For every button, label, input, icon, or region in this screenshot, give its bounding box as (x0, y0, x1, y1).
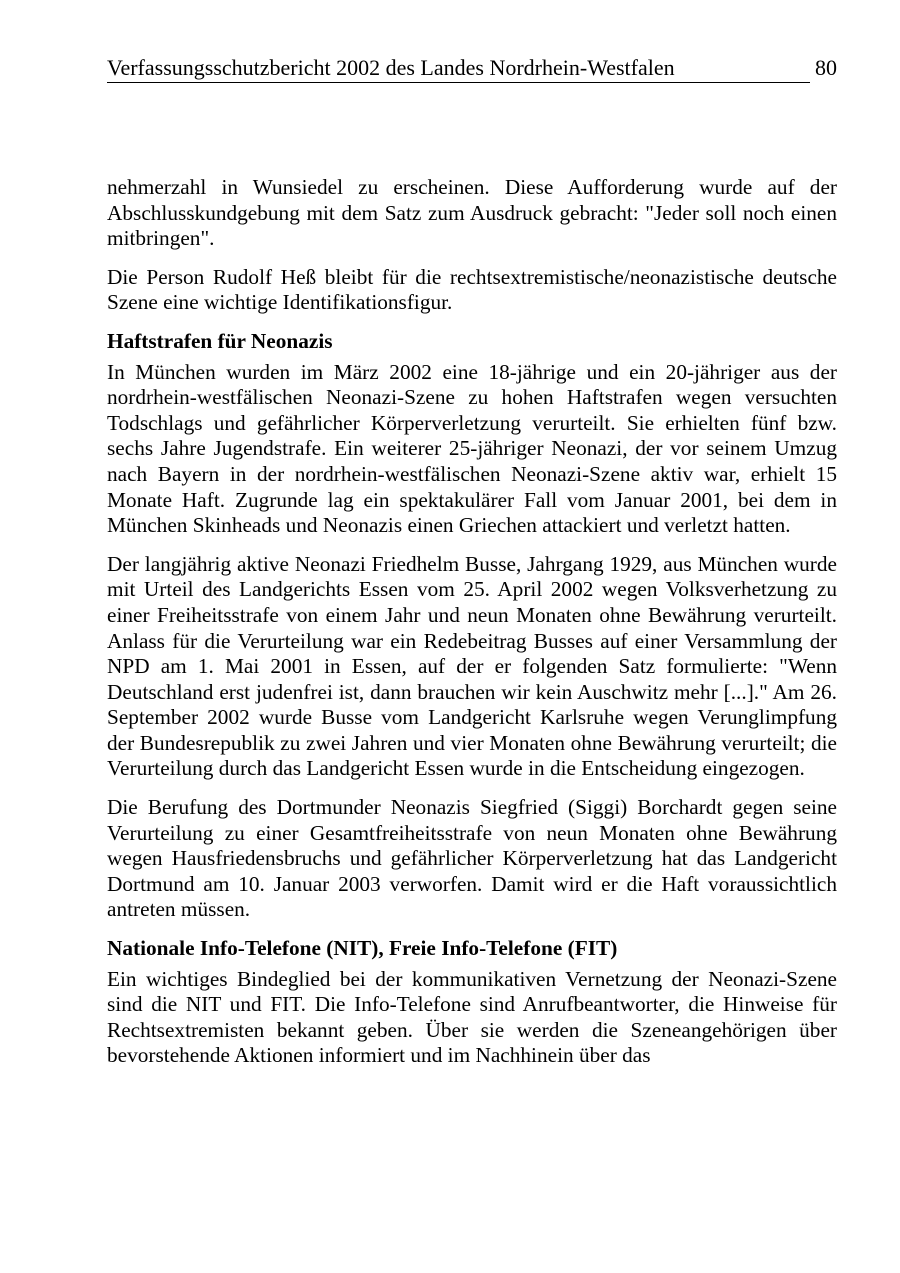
header-rule (107, 82, 810, 83)
paragraph-busse: Der langjährig aktive Neonazi Friedhelm Busse, Jahrgang 1929, aus München wurde mit Urteil des Landgerichts Essen vom 25. April 2002 wegen Volksverhetzung zu einer Freiheitsstrafe von einem Jahr und neun Monaten ohne Bewährung verurteilt. Anlass für die Verurteilung war ein Redebeitrag Busses auf einer Versammlung der NPD am 1. Mai 2001 in Essen, auf der er folgenden Satz formulierte: "Wenn Deutschland erst judenfrei ist, dann brauchen wir kein Auschwitz mehr [...]." Am 26. September 2002 wurde Busse vom Landgericht Karlsruhe wegen Verunglimpfung der Bundesrepublik zu zwei Jahren und vier Monaten ohne Bewährung verurteilt; die Verurteilung durch das Landgericht Essen wurde in die Entscheidung eingezogen. (107, 551, 837, 781)
paragraph-nit-fit: Ein wichtiges Bindeglied bei der kommunikativen Vernetzung der Neonazi-Szene sind die NIT und FIT. Die Info-Telefone sind Anrufbeantworter, die Hinweise für Rechtsextremisten bekannt geben. Über sie werden die Szeneangehörigen über bevorstehende Aktionen informiert und im Nachhinein über das (107, 966, 837, 1068)
paragraph-hess: Die Person Rudolf Heß bleibt für die rechtsextremistische/neonazistische deutsche Szene eine wichtige Identifikationsfigur. (107, 264, 837, 315)
document-page (107, 52, 837, 1068)
paragraph-wunsiedel: nehmerzahl in Wunsiedel zu erscheinen. Diese Aufforderung wurde auf der Abschlusskundgebung mit dem Satz zum Ausdruck gebracht: "Jeder soll noch einen mitbringen". (107, 175, 837, 251)
paragraph-borchardt: Die Berufung des Dortmunder Neonazis Siegfried (Siggi) Borchardt gegen seine Verurteilung zu einer Gesamtfreiheitsstrafe von neun Monaten ohne Bewährung wegen Hausfriedensbruchs und gefährlicher Körperverletzung hat das Landgericht Dortmund am 10. Januar 2003 verworfen. Damit wird er die Haft voraussichtlich antreten müssen. (107, 795, 837, 922)
heading-haftstrafen: Haftstrafen für Neonazis (107, 328, 333, 353)
page-header (107, 52, 837, 86)
page-number: 80 (815, 55, 837, 80)
heading-info-telefone: Nationale Info-Telefone (NIT), Freie Info-Telefone (FIT) (107, 936, 618, 961)
paragraph-muenchen: In München wurden im März 2002 eine 18-jährige und ein 20-jähriger aus der nordrhein-westfälischen Neonazi-Szene zu hohen Haftstrafen wegen versuchten Todschlags und gefährlicher Körperverletzung verurteilt. Sie erhielten fünf bzw. sechs Jahre Jugendstrafe. Ein weiterer 25-jähriger Neonazi, der vor seinem Umzug nach Bayern in der nordrhein-westfälischen Neonazi-Szene aktiv war, erhielt 15 Monate Haft. Zugrunde lag ein spektakulärer Fall vom Januar 2001, bei dem in München Skinheads und Neonazis einen Griechen attackiert und verletzt hatten. (107, 359, 837, 538)
header-title: Verfassungsschutzbericht 2002 des Landes Nordrhein-Westfalen (107, 55, 675, 80)
page-body (107, 175, 837, 1082)
